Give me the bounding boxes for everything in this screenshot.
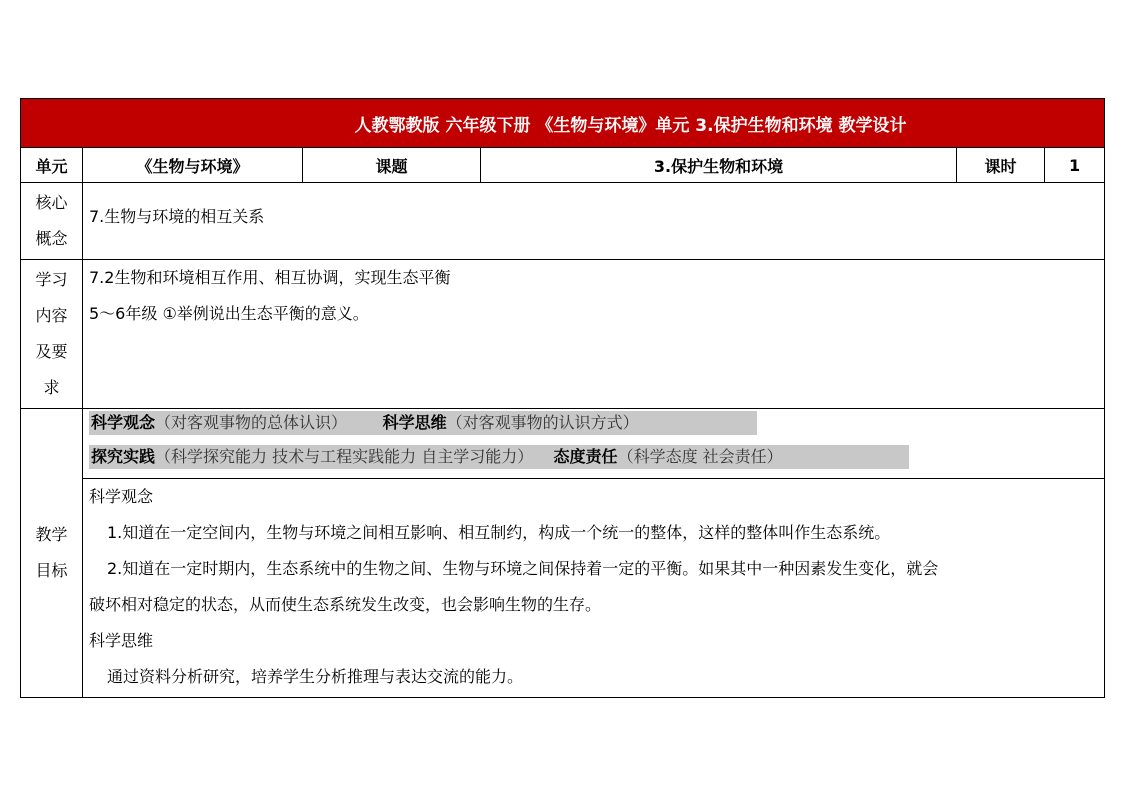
goal-details	[83, 478, 1104, 697]
topic-label: 课题	[303, 148, 481, 183]
document-title: 人教鄂教版 六年级下册 《生物与环境》单元 3.保护生物和环境 教学设计	[21, 99, 1105, 148]
teaching-goals-label: 教学 目标	[21, 409, 83, 698]
learning-content: 7.2生物和环境相互作用、相互协调，实现生态平衡 5～6年级 ①举例说出生态平衡的意义。	[83, 260, 1105, 409]
section-title: 科学观念	[89, 487, 154, 506]
teaching-goals-content	[83, 409, 1105, 698]
goal-item: 通过资料分析研究，培养学生分析推理与表达交流的能力。	[107, 667, 524, 686]
goal-item-continued: 破坏相对稳定的状态，从而使生态系统发生改变，也会影响生物的生存。	[89, 595, 602, 614]
core-literacy-row-2: 探究实践（科学探究能力 技术与工程实践能力 自主学习能力） 态度责任（科学态度 社会责任）	[89, 436, 1098, 478]
goal-item: 2.知道在一定时期内，生态系统中的生物之间、生物与环境之间保持着一定的平衡。如果其中一种因素发生变化，就会	[107, 559, 939, 578]
core-concept-label: 核心 概念	[21, 183, 83, 260]
learning-content-label: 学习 内容 及要 求	[21, 260, 83, 409]
period-label: 课时	[957, 148, 1045, 183]
period-value: 1	[1045, 148, 1105, 183]
unit-value: 《生物与环境》	[83, 148, 303, 183]
core-concept-content: 7.生物与环境的相互关系	[83, 183, 1105, 260]
lesson-plan-table	[20, 98, 1104, 698]
unit-label: 单元	[21, 148, 83, 183]
goal-item: 1.知道在一定空间内，生物与环境之间相互影响、相互制约，构成一个统一的整体，这样的整体叫作生态系统。	[107, 523, 891, 542]
section-title: 科学思维	[89, 631, 154, 650]
core-literacy-row-1: 科学观念（对客观事物的总体认识） 科学思维（对客观事物的认识方式）	[89, 409, 1098, 436]
topic-value: 3.保护生物和环境	[481, 148, 957, 183]
